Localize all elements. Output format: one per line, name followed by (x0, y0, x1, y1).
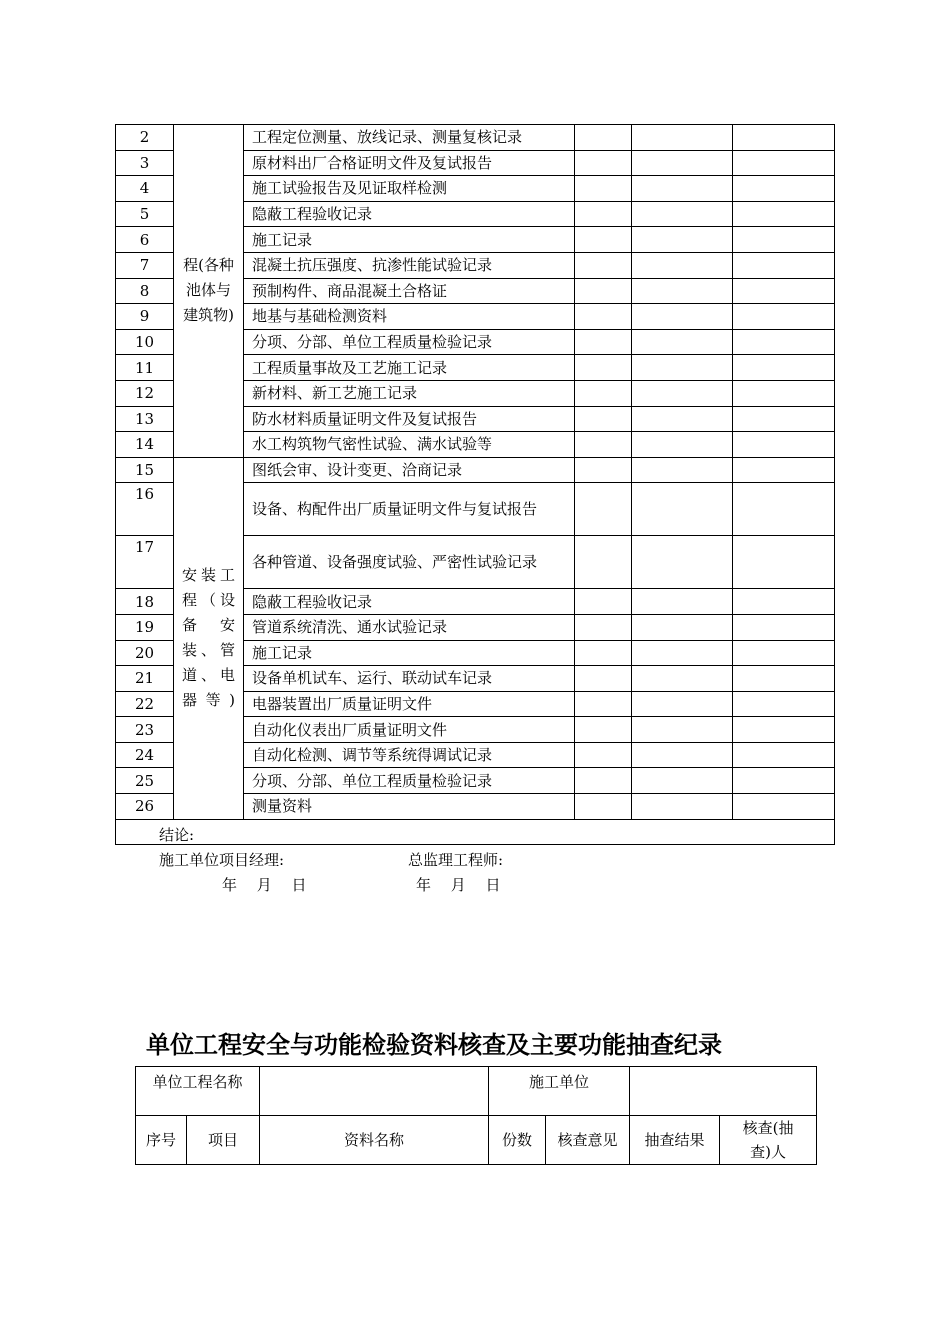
document-name: 设备、构配件出厂质量证明文件与复试报告 (244, 483, 575, 536)
conclusion-label: 结论: (159, 825, 195, 844)
row-number: 25 (116, 768, 174, 794)
section-title: 单位工程安全与功能检验资料核查及主要功能抽查纪录 (146, 1030, 722, 1059)
header-checker: 核查(抽查)人 (720, 1116, 817, 1165)
row-number: 8 (116, 278, 174, 304)
document-name: 设备单机试车、运行、联动试车记录 (244, 666, 575, 692)
table-row (116, 457, 835, 483)
row-number: 2 (116, 125, 174, 151)
row-number: 20 (116, 640, 174, 666)
document-name: 施工记录 (244, 640, 575, 666)
row-number: 13 (116, 406, 174, 432)
row-number: 4 (116, 176, 174, 202)
document-name: 隐蔽工程验收记录 (244, 201, 575, 227)
table-row (116, 125, 835, 151)
row-number: 23 (116, 717, 174, 743)
document-name: 新材料、新工艺施工记录 (244, 380, 575, 406)
project-name-label: 单位工程名称 (136, 1067, 260, 1116)
project-name-value (260, 1067, 489, 1116)
document-name: 测量资料 (244, 794, 575, 820)
row-number: 21 (116, 666, 174, 692)
header-no: 序号 (136, 1116, 187, 1165)
project-manager-label: 施工单位项目经理: (159, 850, 285, 869)
document-name: 管道系统清洗、通水试验记录 (244, 614, 575, 640)
row-number: 15 (116, 457, 174, 483)
document-name: 自动化仪表出厂质量证明文件 (244, 717, 575, 743)
row-number: 11 (116, 355, 174, 381)
document-name: 分项、分部、单位工程质量检验记录 (244, 768, 575, 794)
row-number: 17 (116, 536, 174, 589)
header-copies: 份数 (489, 1116, 546, 1165)
conclusion-row (116, 819, 835, 845)
row-number: 6 (116, 227, 174, 253)
document-name: 施工试验报告及见证取样检测 (244, 176, 575, 202)
row-number: 14 (116, 432, 174, 458)
row-number: 24 (116, 742, 174, 768)
document-name: 自动化检测、调节等系统得调试记录 (244, 742, 575, 768)
date-left: 年 月 日 (222, 875, 307, 894)
row-number: 9 (116, 304, 174, 330)
row-number: 10 (116, 329, 174, 355)
header-sampling-result: 抽查结果 (630, 1116, 720, 1165)
table-row (136, 1067, 817, 1116)
document-name: 水工构筑物气密性试验、满水试验等 (244, 432, 575, 458)
document-name: 工程定位测量、放线记录、测量复核记录 (244, 125, 575, 151)
date-right: 年 月 日 (416, 875, 501, 894)
document-name: 预制构件、商品混凝土合格证 (244, 278, 575, 304)
document-name: 各种管道、设备强度试验、严密性试验记录 (244, 536, 575, 589)
header-check-opinion: 核查意见 (546, 1116, 630, 1165)
row-number: 26 (116, 794, 174, 820)
document-name: 图纸会审、设计变更、洽商记录 (244, 457, 575, 483)
row-number: 22 (116, 691, 174, 717)
safety-function-check-table (135, 1066, 817, 1165)
row-number: 3 (116, 150, 174, 176)
row-number: 7 (116, 252, 174, 278)
document-name: 隐蔽工程验收记录 (244, 589, 575, 615)
document-name: 防水材料质量证明文件及复试报告 (244, 406, 575, 432)
document-name: 混凝土抗压强度、抗渗性能试验记录 (244, 252, 575, 278)
row-number: 12 (116, 380, 174, 406)
contractor-value (630, 1067, 817, 1116)
header-row (136, 1116, 817, 1165)
category-civil: 程(各种池体与建筑物) (174, 125, 244, 458)
category-installation: 安装工程（设备安装、管道、电器等) (174, 457, 244, 819)
row-number: 16 (116, 483, 174, 536)
contractor-label: 施工单位 (489, 1067, 630, 1116)
document-name: 施工记录 (244, 227, 575, 253)
document-name: 电器装置出厂质量证明文件 (244, 691, 575, 717)
checklist-table (115, 124, 835, 894)
row-number: 5 (116, 201, 174, 227)
document-name: 工程质量事故及工艺施工记录 (244, 355, 575, 381)
document-name: 分项、分部、单位工程质量检验记录 (244, 329, 575, 355)
chief-supervisor-label: 总监理工程师: (408, 850, 504, 869)
header-document-name: 资料名称 (260, 1116, 489, 1165)
conclusion-box (116, 819, 835, 894)
document-name: 地基与基础检测资料 (244, 304, 575, 330)
row-number: 18 (116, 589, 174, 615)
document-name: 原材料出厂合格证明文件及复试报告 (244, 150, 575, 176)
header-item: 项目 (187, 1116, 260, 1165)
row-number: 19 (116, 614, 174, 640)
